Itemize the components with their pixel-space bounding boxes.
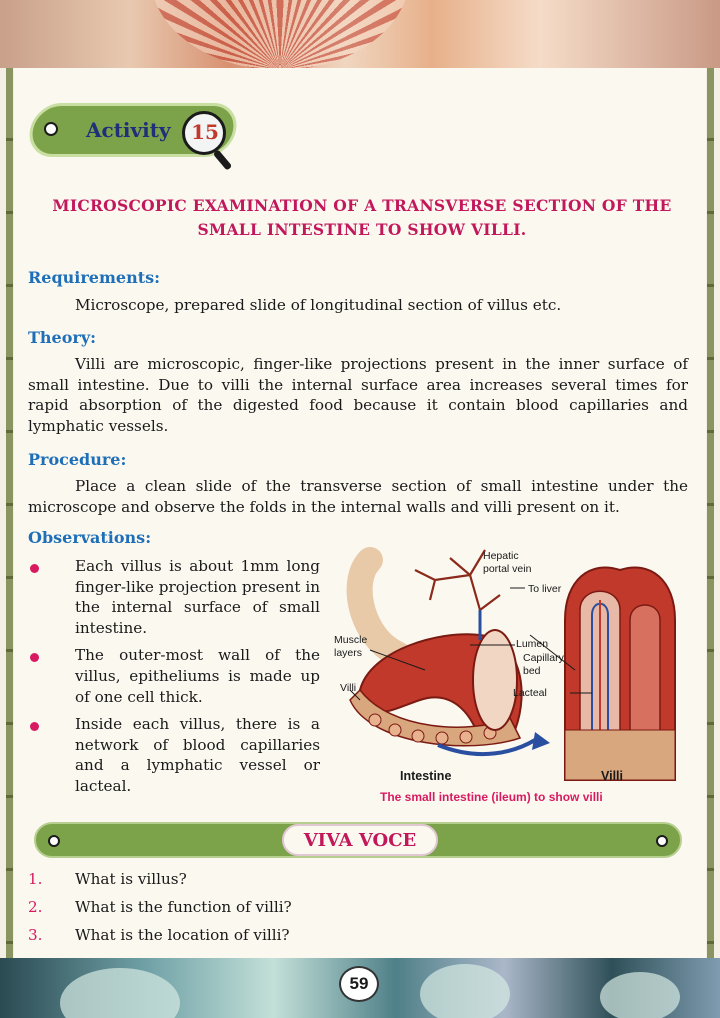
label-capillary: Capillary bbox=[523, 652, 564, 664]
bullet-icon bbox=[30, 564, 39, 573]
viva-questions-list bbox=[28, 868, 292, 952]
top-decorative-banner bbox=[0, 0, 720, 68]
figure-caption: The small intestine (ileum) to show villi bbox=[380, 790, 603, 804]
bar-dot-icon bbox=[656, 835, 668, 847]
observations-heading: Observations: bbox=[28, 528, 152, 547]
observations-list bbox=[28, 556, 320, 797]
list-item: The outer-most wall of the villus, epitheliums is made up of one cell thick. bbox=[28, 645, 320, 707]
label-to-liver: To liver bbox=[528, 583, 562, 595]
label-lacteal: Lacteal bbox=[513, 687, 547, 699]
label-lumen: Lumen bbox=[516, 638, 549, 650]
intestine-villi-illustration bbox=[330, 540, 690, 790]
activity-number: 15 bbox=[191, 120, 219, 144]
label-hepatic: Hepatic bbox=[483, 550, 519, 562]
activity-badge bbox=[30, 83, 240, 183]
right-bamboo-border bbox=[707, 68, 714, 958]
list-item: 3. What is the location of villi? bbox=[28, 926, 290, 944]
small-intestine-diagram bbox=[330, 540, 690, 810]
list-item: Inside each villus, there is a network of blood capillaries and a lymphatic vessel or lacteal. bbox=[28, 714, 320, 796]
label-bed: bed bbox=[523, 665, 541, 677]
activity-label: Activity bbox=[86, 118, 171, 142]
activity-title: MICROSCOPIC EXAMINATION OF A TRANSVERSE SECTION OF THE SMALL INTESTINE TO SHOW VILLI. bbox=[52, 196, 672, 239]
bullet-icon bbox=[30, 653, 39, 662]
list-item: Each villus is about 1mm long finger-like projection present in the internal surface of small intestine. bbox=[28, 556, 320, 638]
bullet-icon bbox=[30, 722, 39, 731]
page-number: 59 bbox=[339, 966, 379, 1002]
procedure-heading: Procedure: bbox=[28, 450, 127, 469]
label-intestine: Intestine bbox=[400, 769, 452, 783]
requirements-heading: Requirements: bbox=[28, 268, 161, 287]
left-bamboo-border bbox=[6, 68, 13, 958]
label-layers: layers bbox=[334, 647, 363, 659]
label-villi-small: Villi bbox=[340, 682, 357, 694]
theory-heading: Theory: bbox=[28, 328, 97, 347]
bullet-dot-icon bbox=[44, 122, 58, 136]
label-muscle: Muscle bbox=[334, 634, 368, 646]
viva-voce-heading: VIVA VOCE bbox=[282, 824, 438, 856]
label-portal-vein: portal vein bbox=[483, 563, 532, 575]
requirements-text: Microscope, prepared slide of longitudinal section of villus etc. bbox=[75, 296, 562, 314]
list-item: 1. What is villus? bbox=[28, 870, 187, 888]
label-villi: Villi bbox=[601, 769, 624, 783]
bar-dot-icon bbox=[48, 835, 60, 847]
procedure-text: Place a clean slide of the transverse section of small intestine under the microscope and observe the folds in the internal walls and villi present on it. bbox=[28, 477, 688, 516]
theory-text: Villi are microscopic, finger-like projections present in the inner surface of small intestine. Due to villi the internal surface area increases several times for rapid absorption of the digested food because it contain blood capillaries and lymphatic vessels. bbox=[28, 355, 688, 435]
list-item: 2. What is the function of villi? bbox=[28, 898, 292, 916]
